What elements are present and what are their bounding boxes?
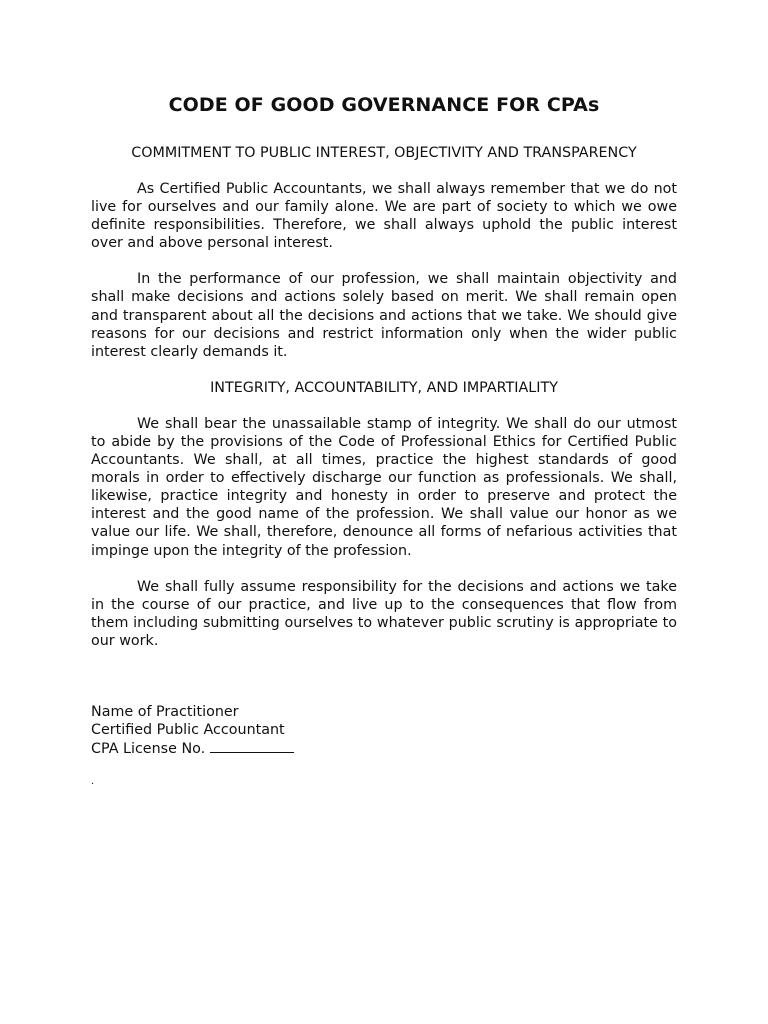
signature-block [91,703,677,758]
paragraph-integrity: We shall bear the unassailable stamp of integrity. We shall do our utmost to abide by the provisions of the Code of Professional Ethics for Certified Public Accountants. We shall, at all times, practice the highest standards of good morals in order to effectively discharge our function as professionals. We shall, likewise, practice integrity and honesty in order to preserve and protect the interest and the good name of the profession. We shall value our honor as we value our life. We shall, therefore, denounce all forms of nefarious activities that impinge upon the integrity of the profession. [91,415,677,559]
signature-title-line: Certified Public Accountant [91,722,285,739]
paragraph-public-interest: As Certified Public Accountants, we shall always remember that we do not live for ourselves and our family alone. We are part of society to which we owe definite responsibilities. Therefore, we shall always uphold the public interest over and above personal interest. [91,181,677,252]
signature-name-line: Name of Practitioner [91,703,239,720]
paragraph-accountability: We shall fully assume responsibility for the decisions and actions we take in the course of our practice, and live up to the consequences that flow from them including submitting ourselves to whatever public scrutiny is appropriate to our work. [91,578,677,649]
section-heading-commitment: COMMITMENT TO PUBLIC INTEREST, OBJECTIVITY AND TRANSPARENCY [131,145,637,161]
trailing-mark: . [91,776,95,788]
paragraph-objectivity: In the performance of our profession, we shall maintain objectivity and shall make decisions and actions solely based on merit. We shall remain open and transparent about all the decisions and actions that we take. We should give reasons for our decisions and restrict information only when the wider public interest clearly demands it. [91,271,677,360]
signature-license-line [91,739,677,758]
document-title: CODE OF GOOD GOVERNANCE FOR CPAs [168,94,600,116]
section-heading-integrity: INTEGRITY, ACCOUNTABILITY, AND IMPARTIALITY [210,379,558,396]
license-number-blank [210,739,294,753]
license-label: CPA License No. [91,741,206,758]
